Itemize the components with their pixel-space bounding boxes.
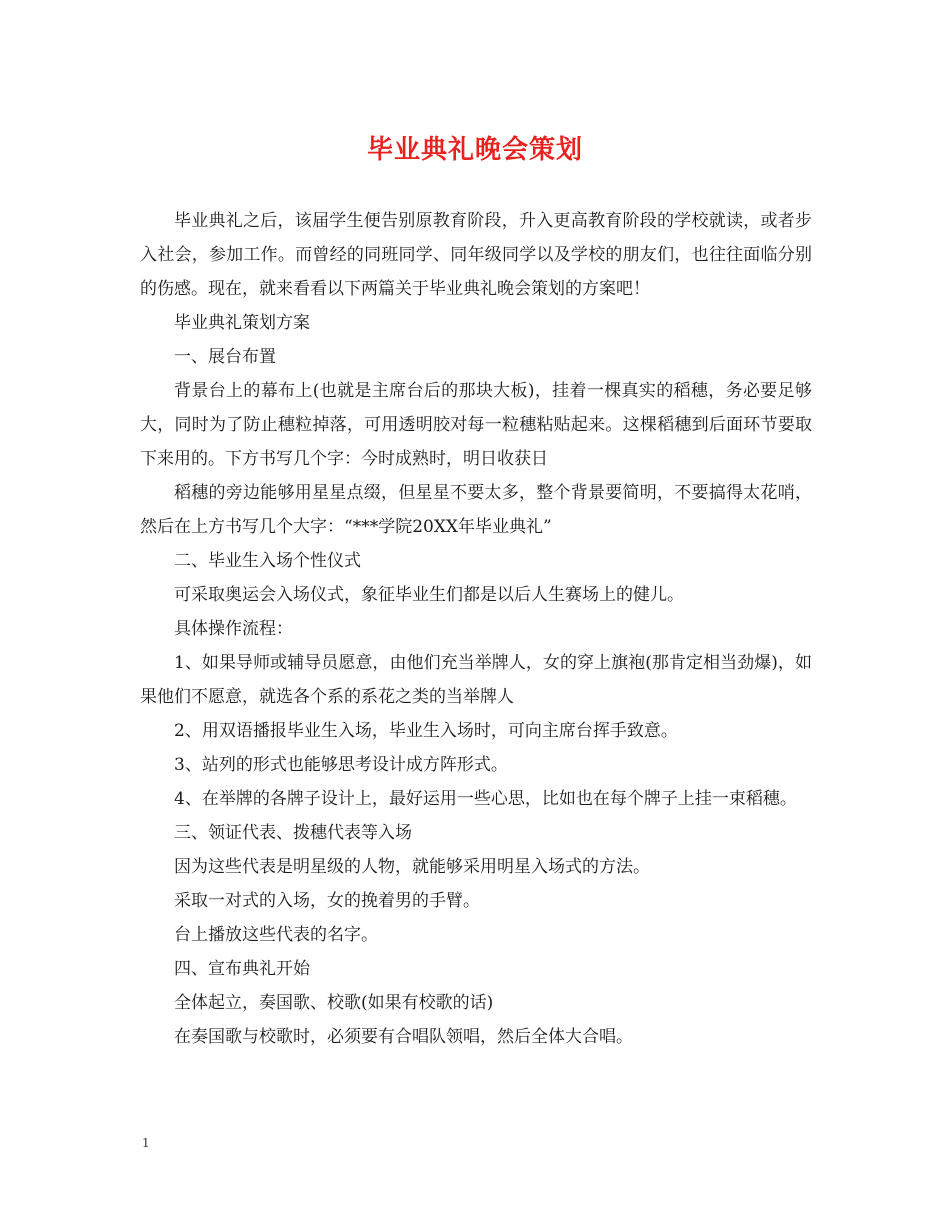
body-paragraph: 台上播放这些代表的名字。: [174, 925, 378, 945]
body-paragraph: 因为这些代表是明星级的人物，就能够采用明星入场式的方法。: [174, 857, 650, 877]
section-heading: 四、宣布典礼开始: [174, 959, 310, 979]
document-body: [140, 204, 812, 1054]
body-paragraph: 可采取奥运会入场仪式，象征毕业生们都是以后人生赛场上的健儿。: [174, 585, 684, 605]
body-paragraph: 在奏国歌与校歌时，必须要有合唱队领唱，然后全体大合唱。: [174, 1027, 633, 1047]
body-paragraph: 具体操作流程：: [174, 619, 293, 639]
list-item: 4、在举牌的各牌子设计上，最好运用一些心思，比如也在每个牌子上挂一束稻穗。: [174, 789, 797, 809]
body-paragraph: 全体起立，奏国歌、校歌(如果有校歌的话): [174, 993, 494, 1013]
section-heading: 二、毕业生入场个性仪式: [174, 551, 361, 571]
body-paragraph: 采取一对式的入场，女的挽着男的手臂。: [174, 891, 480, 911]
section-heading: 一、展台布置: [174, 347, 276, 367]
page-number: 1: [142, 1136, 150, 1150]
body-paragraph: 稻穗的旁边能够用星星点缀，但星星不要太多，整个背景要简明，不要搞得太花哨，然后在上方书写几个大字：“***学院20XX年毕业典礼”: [140, 483, 812, 537]
body-paragraph: 背景台上的幕布上(也就是主席台后的那块大板)，挂着一棵真实的稻穗，务必要足够大，同时为了防止穗粒掉落，可用透明胶对每一粒穗粘贴起来。这棵稻穗到后面环节要取下来用的。下方书写几个字：今时成熟时，明日收获日: [140, 381, 812, 469]
document-title: 毕业典礼晚会策划: [366, 135, 583, 165]
list-item: 2、用双语播报毕业生入场，毕业生入场时，可向主席台挥手致意。: [174, 721, 678, 741]
list-item: 3、站列的形式也能够思考设计成方阵形式。: [174, 755, 508, 775]
plan-heading: 毕业典礼策划方案: [174, 313, 310, 333]
section-heading: 三、领证代表、拨穗代表等入场: [174, 823, 412, 843]
list-item: 1、如果导师或辅导员愿意，由他们充当举牌人，女的穿上旗袍(那肯定相当劲爆)，如果他们不愿意，就选各个系的系花之类的当举牌人: [140, 653, 812, 707]
intro-paragraph: 毕业典礼之后，该届学生便告别原教育阶段，升入更高教育阶段的学校就读，或者步入社会，参加工作。而曾经的同班同学、同年级同学以及学校的朋友们，也往往面临分别的伤感。现在，就来看看以下两篇关于毕业典礼晚会策划的方案吧！: [140, 211, 812, 299]
